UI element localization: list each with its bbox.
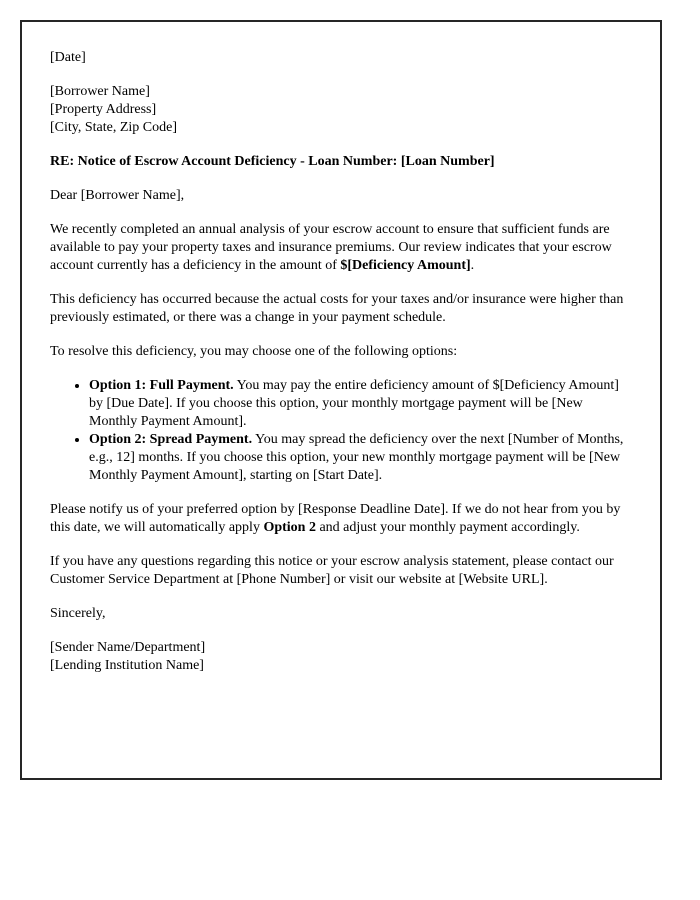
date-line: [Date]	[50, 50, 86, 65]
subject-line: RE: Notice of Escrow Account Deficiency - Loan Number: [Loan Number]	[50, 154, 495, 169]
recipient-name-line: [Borrower Name]	[50, 84, 150, 99]
option-1-label: Option 1: Full Payment.	[89, 378, 234, 393]
institution-name-line: [Lending Institution Name]	[50, 658, 204, 673]
salutation: Dear [Borrower Name],	[50, 188, 185, 203]
recipient-address-line: [Property Address]	[50, 102, 157, 117]
option-2-item	[89, 431, 630, 485]
letter-document	[20, 20, 662, 780]
paragraph-analysis-result	[50, 221, 630, 275]
option-1-item	[89, 377, 630, 431]
deficiency-amount-placeholder: $[Deficiency Amount]	[340, 258, 471, 273]
recipient-city-line: [City, State, Zip Code]	[50, 120, 178, 135]
recipient-address-block	[50, 83, 630, 137]
paragraph-text: and adjust your monthly payment accordingly.	[315, 520, 580, 535]
paragraph-text: .	[470, 258, 475, 273]
paragraph-response-deadline	[50, 501, 630, 537]
paragraph-deficiency-reason: This deficiency has occurred because the actual costs for your taxes and/or insurance were higher than previously estimated, or there was a change in your payment schedule.	[50, 292, 624, 325]
signature-block	[50, 639, 630, 675]
paragraph-text: We recently completed an annual analysis of your escrow account to ensure that sufficient funds are available to pay your property taxes and insurance premiums. Our review indicates that your escrow account currently has a deficiency in the amount of	[50, 222, 612, 273]
options-list	[50, 377, 630, 485]
paragraph-text: Please notify us of your preferred option by [Response Deadline Date]. If we do not hear from you by this date, we will automatically apply	[50, 502, 621, 535]
option-2-label: Option 2: Spread Payment.	[89, 432, 253, 447]
option-2-text: You may spread the deficiency over the next [Number of Months, e.g., 12] months. If you choose this option, your new monthly mortgage payment will be [New Monthly Payment Amount], starting on [Start Date].	[89, 432, 624, 483]
option-1-text: You may pay the entire deficiency amount of $[Deficiency Amount] by [Due Date]. If you choose this option, your monthly mortgage payment will be [New Monthly Payment Amount].	[89, 378, 619, 429]
paragraph-options-intro: To resolve this deficiency, you may choose one of the following options:	[50, 344, 458, 359]
option-2-reference: Option 2	[263, 520, 316, 535]
sender-name-line: [Sender Name/Department]	[50, 640, 206, 655]
paragraph-contact-info: If you have any questions regarding this notice or your escrow analysis statement, please contact our Customer Service Department at [Phone Number] or visit our website at [Website URL].	[50, 554, 614, 587]
closing: Sincerely,	[50, 606, 106, 621]
